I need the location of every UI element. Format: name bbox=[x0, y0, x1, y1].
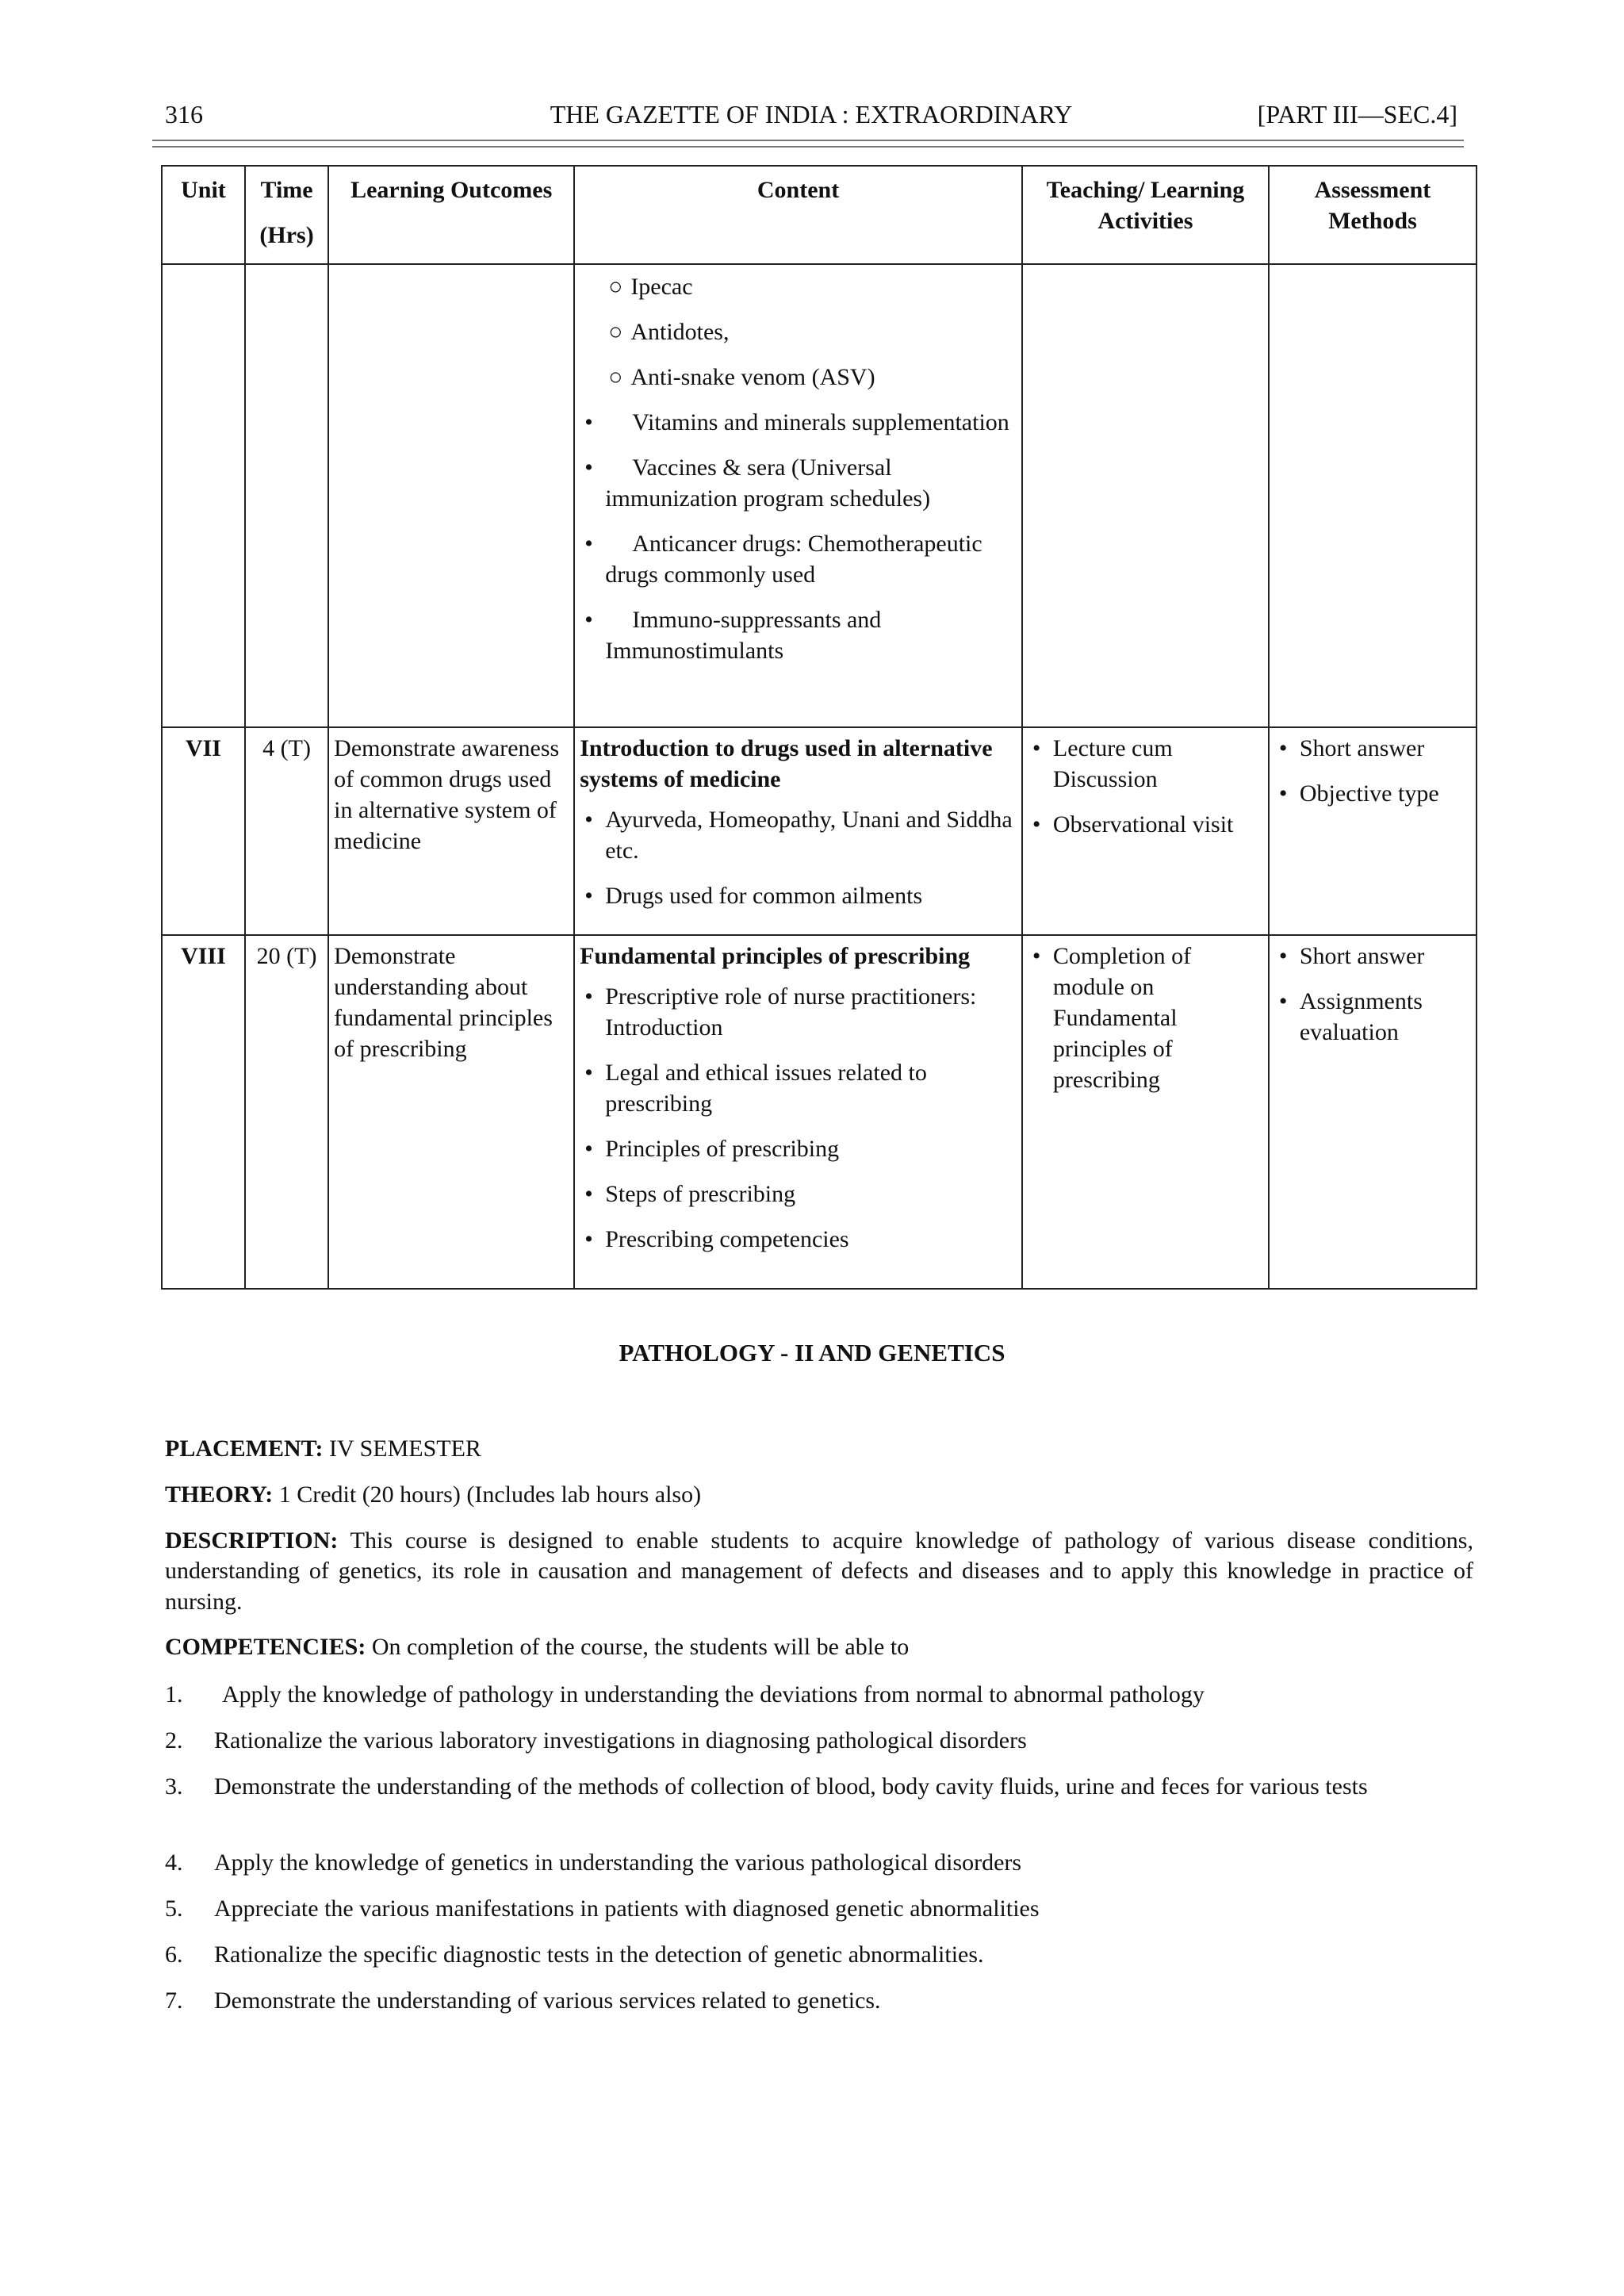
list-item: • Short answer bbox=[1278, 735, 1425, 761]
outcome-cell: Demonstrate awareness of common drugs used in alternative system of medicine bbox=[328, 727, 574, 935]
list-item: • Objective type bbox=[1278, 780, 1439, 807]
list-item: • Ayurveda, Homeopathy, Unani and Siddha etc. bbox=[584, 807, 1013, 864]
activities-cell bbox=[1022, 935, 1269, 1289]
time-cell: 4 (T) bbox=[245, 727, 328, 935]
course-title: PATHOLOGY - II AND GENETICS bbox=[619, 1339, 1005, 1366]
col-unit: Unit bbox=[162, 166, 245, 264]
time-cell: 20 (T) bbox=[245, 935, 328, 1289]
col-learning-outcomes: Learning Outcomes bbox=[328, 166, 574, 264]
list-item: • Principles of prescribing bbox=[584, 1136, 840, 1162]
outcome-cell bbox=[328, 264, 574, 727]
activities-list bbox=[1028, 733, 1263, 840]
activities-list bbox=[1028, 941, 1263, 1095]
competency-item: 1. Apply the knowledge of pathology in understanding the deviations from normal to abnormal pathology bbox=[165, 1681, 1205, 1708]
activities-cell bbox=[1022, 264, 1269, 727]
description-text: This course is designed to enable students to acquire knowledge of pathology of various disease conditions, understanding of genetics, its role in causation and management of defects and diseases and to apply this knowledge in practice of nursing. bbox=[165, 1527, 1473, 1615]
competency-item: 4. Apply the knowledge of genetics in understanding the various pathological disorders bbox=[165, 1849, 1022, 1876]
competency-item: 2. Rationalize the various laboratory investigations in diagnosing pathological disorders bbox=[165, 1727, 1027, 1754]
content-title: Fundamental principles of prescribing bbox=[580, 943, 971, 969]
col-assessment: Assessment Methods bbox=[1269, 166, 1477, 264]
part-section: [PART III—SEC.4] bbox=[1257, 100, 1457, 128]
list-item: • Vitamins and minerals supplementation bbox=[584, 409, 1009, 435]
description-paragraph bbox=[165, 1526, 1473, 1617]
placement-line bbox=[165, 1434, 1473, 1464]
content-cell bbox=[574, 264, 1022, 727]
col-activities: Teaching/ Learning Activities bbox=[1022, 166, 1269, 264]
assessment-list bbox=[1274, 733, 1471, 809]
list-item: ○ Antidotes, bbox=[608, 319, 730, 345]
competencies-line bbox=[165, 1632, 1473, 1662]
theory-line bbox=[165, 1480, 1473, 1510]
list-item: • Vaccines & sera (Universal immunization program schedules) bbox=[584, 454, 931, 512]
assessment-cell bbox=[1269, 264, 1477, 727]
table-header-row bbox=[162, 166, 1477, 264]
page-number: 316 bbox=[165, 100, 203, 128]
sub-list bbox=[580, 271, 1017, 393]
unit-cell: VIII bbox=[162, 935, 245, 1289]
content-cell bbox=[574, 935, 1022, 1289]
list-item: • Short answer bbox=[1278, 943, 1425, 969]
content-list bbox=[580, 981, 1017, 1255]
list-item: • Immuno-suppressants and Immunostimulants bbox=[584, 607, 882, 664]
table-row bbox=[162, 264, 1477, 727]
unit-cell: VII bbox=[162, 727, 245, 935]
content-list bbox=[580, 407, 1017, 666]
list-item: • Anticancer drugs: Chemotherapeutic drugs commonly used bbox=[584, 531, 982, 588]
table-row bbox=[162, 935, 1477, 1289]
header-rule bbox=[152, 146, 1464, 148]
competency-item: 5. Appreciate the various manifestations in patients with diagnosed genetic abnormalities bbox=[165, 1895, 1040, 1922]
unit-cell bbox=[162, 264, 245, 727]
content-cell bbox=[574, 727, 1022, 935]
competencies-label: COMPETENCIES: bbox=[165, 1634, 366, 1660]
list-item: • Observational visit bbox=[1032, 811, 1234, 838]
col-time-unit: (Hrs) bbox=[259, 222, 314, 248]
curriculum-table bbox=[161, 165, 1477, 1290]
assessment-cell bbox=[1269, 727, 1477, 935]
list-item: • Legal and ethical issues related to prescribing bbox=[584, 1060, 927, 1117]
content-title: Introduction to drugs used in alternative systems of medicine bbox=[580, 735, 993, 792]
list-item: • Steps of prescribing bbox=[584, 1181, 796, 1207]
list-item: • Completion of module on Fundamental principles of prescribing bbox=[1032, 943, 1192, 1093]
header-rule bbox=[152, 140, 1464, 141]
competencies-intro: On completion of the course, the students will be able to bbox=[371, 1634, 910, 1660]
activities-cell bbox=[1022, 727, 1269, 935]
content-list bbox=[580, 804, 1017, 911]
list-item: • Drugs used for common ailments bbox=[584, 883, 923, 909]
page-header bbox=[165, 100, 1457, 135]
time-cell bbox=[245, 264, 328, 727]
theory-value: 1 Credit (20 hours) (Includes lab hours also) bbox=[278, 1481, 702, 1508]
assessment-cell bbox=[1269, 935, 1477, 1289]
list-item: ○ Ipecac bbox=[608, 274, 693, 300]
competency-item: 3. Demonstrate the understanding of the methods of collection of blood, body cavity fluids, urine and feces for various tests bbox=[165, 1773, 1368, 1800]
theory-label: THEORY: bbox=[165, 1481, 274, 1508]
gazette-title: THE GAZETTE OF INDIA : EXTRAORDINARY bbox=[550, 100, 1073, 128]
outcome-cell: Demonstrate understanding about fundamental principles of prescribing bbox=[328, 935, 574, 1289]
placement-label: PLACEMENT: bbox=[165, 1435, 324, 1462]
list-item: • Prescriptive role of nurse practitioners: Introduction bbox=[584, 983, 977, 1041]
competency-item: 7. Demonstrate the understanding of various services related to genetics. bbox=[165, 1987, 881, 2014]
col-content: Content bbox=[574, 166, 1022, 264]
list-item: • Lecture cum Discussion bbox=[1032, 735, 1173, 792]
competency-item: 6. Rationalize the specific diagnostic tests in the detection of genetic abnormalities. bbox=[165, 1941, 984, 1968]
placement-value: IV SEMESTER bbox=[328, 1435, 481, 1462]
col-time-label: Time bbox=[260, 177, 313, 203]
list-item: • Assignments evaluation bbox=[1278, 988, 1423, 1045]
description-label: DESCRIPTION: bbox=[165, 1527, 339, 1554]
table-row bbox=[162, 727, 1477, 935]
assessment-list bbox=[1274, 941, 1471, 1048]
list-item: • Prescribing competencies bbox=[584, 1226, 849, 1252]
col-time bbox=[245, 166, 328, 264]
list-item: ○ Anti-snake venom (ASV) bbox=[608, 364, 875, 390]
